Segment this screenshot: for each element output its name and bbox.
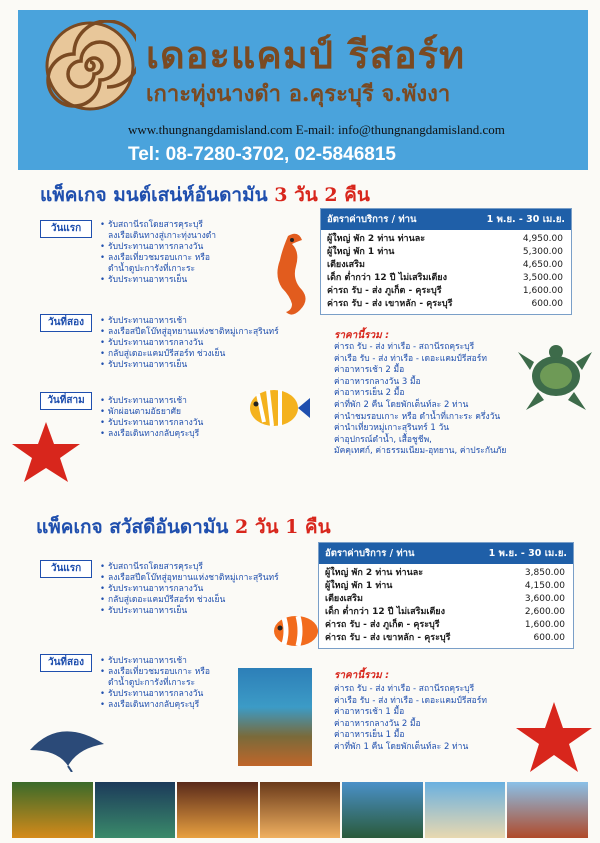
list-item: • รับสถานีรถโดยสารคุระบุรี <box>100 220 216 231</box>
rate-header-label: อัตราค่าบริการ / ท่าน <box>327 214 417 225</box>
list-item: • ลงเรือสปีดโบ๊ทสู่อุทยานแห่งชาติหมู่เกาะสุรินทร์ <box>100 327 279 338</box>
rate-label: ผู้ใหญ่ พัก 2 ท่าน ท่านละ <box>327 234 426 244</box>
tents-beach-photo <box>342 782 423 838</box>
spiral-shell-logo-icon <box>44 20 136 112</box>
list-item: • รับประทานอาหารกลางวัน <box>100 689 210 700</box>
rate-price: 3,850.00 <box>524 568 565 578</box>
rate-price: 4,650.00 <box>522 260 563 270</box>
list-item: • ลงเรือเที่ยวชมรอบเกาะ หรือ <box>100 667 210 678</box>
rate-label: ค่ารถ รับ - ส่ง เขาหลัก - คุระบุรี <box>325 633 451 643</box>
table-row <box>319 580 573 593</box>
photo-strip <box>12 782 588 838</box>
list-item: ค่านำชมรอบเกาะ หรือ ดำน้ำที่เกาะระ ครึ่งวัน <box>334 411 501 422</box>
list-item: • กลับสู่เดอะแคมป์รีสอร์ท ช่วงเย็น <box>100 595 279 606</box>
list-item: • ลงเรือสปีดโบ๊ทสู่อุทยานแห่งชาติหมู่เกาะสุรินทร์ <box>100 573 279 584</box>
package2-day2-label: วันที่สอง <box>40 654 92 672</box>
rate-price: 1,600.00 <box>522 286 563 296</box>
contact-line: www.thungnangdamisland.com E-mail: info@thungnangdamisland.com <box>128 122 505 137</box>
rate-price: 3,500.00 <box>522 273 563 283</box>
list-item: ดำน้ำดูปะการังที่เกาะระ <box>108 264 196 274</box>
rate-label: ผู้ใหญ่ พัก 1 ท่าน <box>327 247 395 257</box>
table-row <box>321 259 571 272</box>
rate-label: เด็ก ต่ำกว่า 12 ปี ไม่เสริมเตียง <box>325 607 445 617</box>
table-row <box>319 619 573 632</box>
telephone-line: Tel: 08-7280-3702, 02-5846815 <box>128 144 396 165</box>
package1-day1-list <box>100 220 216 286</box>
rate-label: ค่ารถ รับ - ส่ง เขาหลัก - คุระบุรี <box>327 299 453 309</box>
package1-day2-label: วันที่สอง <box>40 314 92 332</box>
list-item: • รับประทานอาหารกลางวัน <box>100 338 279 349</box>
package1-day3-list <box>100 396 203 440</box>
list-item: ค่าเรือ รับ - ส่ง ท่าเรือ - เดอะแคมป์รีสอร์ท <box>334 353 487 364</box>
list-item: • รับประทานอาหารเย็น <box>100 360 279 371</box>
rate-table-header <box>319 543 573 564</box>
list-item: • ลงเรือเดินทางกลับคุระบุรี <box>100 700 210 711</box>
list-item: ค่าที่พัก 2 คืน โดยพักเต็นท์ละ 2 ท่าน <box>334 399 469 410</box>
list-item: ค่านำเที่ยวหมู่เกาะสุรินทร์ 1 วัน <box>334 423 450 434</box>
list-item: • รับประทานอาหารกลางวัน <box>100 242 216 253</box>
rate-price: 600.00 <box>531 299 563 309</box>
rate-label: เด็ก ต่ำกว่า 12 ปี ไม่เสริมเตียง <box>327 273 447 283</box>
package2-day1-label: วันแรก <box>40 560 92 578</box>
rate-label: ค่ารถ รับ - ส่ง ภูเก็ต - คุระบุรี <box>325 620 440 630</box>
rate-price: 5,300.00 <box>522 247 563 257</box>
package2-title-main: แพ็คเกจ สวัสดีอันดามัน <box>36 516 229 538</box>
sea-turtle-icon <box>516 336 596 416</box>
temple-photo <box>507 782 588 838</box>
list-item: ค่าอาหารเย็น 1 มื้อ <box>334 730 405 741</box>
package1-day1-label: วันแรก <box>40 220 92 238</box>
rate-price: 4,950.00 <box>522 234 563 244</box>
table-row <box>319 593 573 606</box>
list-item: • รับประทานอาหารเย็น <box>100 275 216 286</box>
red-starfish-icon <box>10 420 82 484</box>
table-row <box>319 632 573 645</box>
list-item: ค่าเรือ รับ - ส่ง ท่าเรือ - เดอะแคมป์รีสอร์ท <box>334 695 487 706</box>
rate-label: เตียงเสริม <box>327 260 365 270</box>
beach-photo <box>425 782 506 838</box>
coral-reef-photo <box>238 668 312 766</box>
package2-includes-list <box>334 684 487 754</box>
resort-name: เดอะแคมป์ รีสอร์ท <box>146 32 466 77</box>
list-item: • พักผ่อนตามอัธยาศัย <box>100 407 203 418</box>
list-item: ค่ารถ รับ - ส่ง ท่าเรือ - สถานีรถคุระบุรี <box>334 342 475 352</box>
list-item: ค่าที่พัก 1 คืน โดยพักเต็นท์ละ 2 ท่าน <box>334 741 469 752</box>
list-item: • กลับสู่เดอะแคมป์รีสอร์ท ช่วงเย็น <box>100 349 279 360</box>
list-item: • ลงเรือเที่ยวชมรอบเกาะ หรือ <box>100 253 216 264</box>
package2-day1-list <box>100 562 279 617</box>
table-row <box>319 567 573 580</box>
rate-table-header <box>321 209 571 230</box>
list-item: ค่าอาหารกลางวัน 2 มื้อ <box>334 718 421 729</box>
rate-price: 600.00 <box>533 633 565 643</box>
package2-title <box>36 512 331 542</box>
package1-includes-list <box>334 342 506 458</box>
table-row <box>321 233 571 246</box>
table-row <box>321 272 571 285</box>
list-item: • รับประทานอาหารกลางวัน <box>100 584 279 595</box>
list-item: • รับสถานีรถโดยสารคุระบุรี <box>100 562 279 573</box>
flowers-photo <box>12 782 93 838</box>
manta-ray-icon <box>24 720 110 772</box>
butterflyfish-icon <box>240 384 312 432</box>
package2-title-days: 2 วัน 1 คืน <box>234 516 331 538</box>
list-item: • รับประทานอาหารเย็น <box>100 606 279 617</box>
red-starfish-icon <box>514 700 594 776</box>
package1-title <box>40 180 370 210</box>
list-item: ค่าอุปกรณ์ดำน้ำ, เสื้อชูชีพ, <box>334 434 432 445</box>
rate-price: 3,600.00 <box>524 594 565 604</box>
rate-price: 1,600.00 <box>524 620 565 630</box>
rate-header-label: อัตราค่าบริการ / ท่าน <box>325 548 415 559</box>
package1-title-main: แพ็คเกจ มนต์เสน่ห์อันดามัน <box>40 184 268 206</box>
list-item: • รับประทานอาหารเช้า <box>100 396 203 407</box>
package1-title-days: 3 วัน 2 คืน <box>274 184 370 206</box>
rate-price: 2,600.00 <box>524 607 565 617</box>
package1-rate-table <box>320 208 572 315</box>
list-item: ค่ารถ รับ - ส่ง ท่าเรือ - สถานีรถคุระบุรี <box>334 684 475 694</box>
package2-day2-list <box>100 656 210 711</box>
list-item: • รับประทานอาหารกลางวัน <box>100 418 203 429</box>
list-item: • รับประทานอาหารเช้า <box>100 656 210 667</box>
rate-period: 1 พ.ย. - 30 เม.ย. <box>488 548 567 559</box>
night-resort-photo <box>95 782 176 838</box>
rate-label: ค่ารถ รับ - ส่ง ภูเก็ต - คุระบุรี <box>327 286 442 296</box>
lanterns-photo <box>177 782 258 838</box>
package1-day2-list <box>100 316 279 371</box>
tent-photo <box>260 782 341 838</box>
list-item: • รับประทานอาหารเช้า <box>100 316 279 327</box>
rate-period: 1 พ.ย. - 30 เม.ย. <box>486 214 565 225</box>
rate-label: ผู้ใหญ่ พัก 2 ท่าน ท่านละ <box>325 568 424 578</box>
list-item: ค่าอาหารเย็น 2 มื้อ <box>334 388 405 399</box>
package2-rate-table <box>318 542 574 649</box>
resort-location: เกาะทุ่งนางดำ อ.คุระบุรี จ.พังงา <box>146 81 451 107</box>
rate-label: เตียงเสริม <box>325 594 363 604</box>
list-item: มัคคุเทศก์, ค่าธรรมเนียม-อุทยาน, ค่าประกันภัย <box>334 446 507 457</box>
package2-includes-title: ราคานี้รวม : <box>334 670 390 681</box>
package1-includes-title: ราคานี้รวม : <box>334 330 390 341</box>
header-banner <box>18 10 588 170</box>
rate-price: 4,150.00 <box>524 581 565 591</box>
list-item: • ลงเรือเดินทางกลับคุระบุรี <box>100 429 203 440</box>
table-row <box>321 285 571 298</box>
table-row <box>321 246 571 259</box>
list-item: ค่าอาหารเช้า 1 มื้อ <box>334 707 405 718</box>
package1-day3-label: วันที่สาม <box>40 392 92 410</box>
list-item: ค่าอาหารกลางวัน 3 มื้อ <box>334 376 421 387</box>
table-row <box>321 298 571 311</box>
list-item: ลงเรือเดินทางสู่เกาะทุ่งนางดำ <box>108 231 217 241</box>
list-item: ค่าอาหารเช้า 2 มื้อ <box>334 365 405 376</box>
table-row <box>319 606 573 619</box>
rate-label: ผู้ใหญ่ พัก 1 ท่าน <box>325 581 393 591</box>
list-item: ดำน้ำดูปะการังที่เกาะระ <box>108 678 196 688</box>
seahorse-icon <box>268 228 310 328</box>
